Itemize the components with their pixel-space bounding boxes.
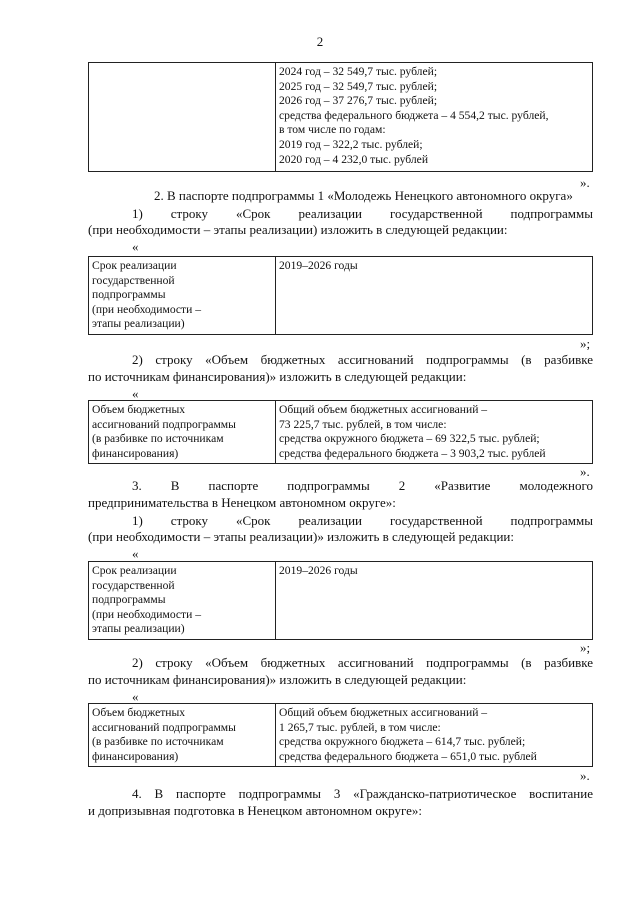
table-line: средства федерального бюджета – 4 554,2 тыс. рублей, [279,108,549,122]
closing-quote: »; [580,336,591,351]
table-line: средства окружного бюджета – 614,7 тыс. рублей; [279,735,526,749]
paragraph-3-heading: 3. В паспорте подпрограммы 2 «Развитие молодежного [132,478,593,493]
paragraph-2-item-2: 2) строку «Объем бюджетных ассигнований подпрограммы (в разбивке [132,352,593,367]
table-line: финансирования) [92,749,179,763]
table-left-cell [89,562,276,640]
opening-quote: « [132,239,139,254]
table-left-cell [89,257,276,335]
paragraph-4-heading-cont: и допризывная подготовка в Ненецком автономном округе»: [88,803,423,818]
table-left-cell [89,63,276,172]
table-budget-2 [88,703,593,767]
table-line: 2026 год – 37 276,7 тыс. рублей; [279,94,438,108]
table-left-cell [89,401,276,464]
table-line: государственной [92,273,175,287]
closing-quote: »; [580,640,591,655]
opening-quote: « [132,546,139,561]
opening-quote: « [132,386,139,401]
table-line: 73 225,7 тыс. рублей, в том числе: [279,417,447,431]
closing-quote: ». [580,464,590,479]
table-line: Срок реализации [92,564,177,577]
paragraph-2-heading: 2. В паспорте подпрограммы 1 «Молодежь Ненецкого автономного округа» [154,188,573,203]
table-line: (в разбивке по источникам [92,432,224,446]
paragraph-3-item-2: 2) строку «Объем бюджетных ассигнований подпрограммы (в разбивке [132,655,593,670]
table-line: подпрограммы [92,593,166,607]
table-line: 2019 год – 322,2 тыс. рублей; [279,137,423,151]
table-line: 2025 год – 32 549,7 тыс. рублей; [279,79,438,93]
table-line: Срок реализации [92,259,177,272]
paragraph-2-item-2-cont: по источникам финансирования)» изложить в следующей редакции: [88,369,467,384]
table-line: этапы реализации) [92,622,185,636]
table-line: (в разбивке по источникам [92,735,224,749]
table-right-cell [276,562,593,640]
table-line: финансирования) [92,446,179,460]
table-line: (при необходимости – [92,302,202,316]
table-line: Объем бюджетных [92,403,186,416]
table-line: Объем бюджетных [92,706,186,719]
table-term-2 [88,561,593,640]
table-line: (при необходимости – [92,607,202,621]
paragraph-3-heading-cont: предпринимательства в Ненецком автономном округе»: [88,495,396,510]
paragraph-3-item-1-cont: (при необходимости – этапы реализации)» изложить в следующей редакции: [88,529,514,544]
table-line: средства окружного бюджета – 69 322,5 тыс. рублей; [279,432,540,446]
table-right-cell [276,401,593,464]
table-line: ассигнований подпрограммы [92,417,236,431]
paragraph-3-item-2-cont: по источникам финансирования)» изложить в следующей редакции: [88,672,467,687]
paragraph-4-heading: 4. В паспорте подпрограммы 3 «Гражданско-патриотическое воспитание [132,786,593,801]
closing-quote: ». [580,175,590,190]
paragraph-3-item-1: 1) строку «Срок реализации государственной подпрограммы [132,513,593,528]
table-line: средства федерального бюджета – 651,0 тыс. рублей [279,749,537,763]
paragraph-2-item-1-cont: (при необходимости – этапы реализации) изложить в следующей редакции: [88,222,508,237]
table-line: Общий объем бюджетных ассигнований – [279,403,488,416]
table-right-cell [276,704,593,767]
table-line: ассигнований подпрограммы [92,720,236,734]
table-line: государственной [92,578,175,592]
table-line: Общий объем бюджетных ассигнований – [279,706,488,719]
table-line: средства федерального бюджета – 3 903,2 тыс. рублей [279,446,546,460]
table-left-cell [89,704,276,767]
table-line: подпрограммы [92,288,166,302]
paragraph-2-item-1: 1) строку «Срок реализации государственной подпрограммы [132,206,593,221]
table-term-1 [88,256,593,335]
closing-quote: ». [580,768,590,783]
table-line: 2019–2026 годы [279,259,358,272]
table-line: 2020 год – 4 232,0 тыс. рублей [279,152,429,166]
table-line: 2024 год – 32 549,7 тыс. рублей; [279,65,438,78]
table-line: этапы реализации) [92,317,185,331]
table-line: 2019–2026 годы [279,564,358,577]
table-line: в том числе по годам: [279,123,386,137]
table-continuation [88,62,593,172]
opening-quote: « [132,689,139,704]
table-right-cell [276,257,593,335]
table-budget-1 [88,400,593,464]
page-number: 2 [316,34,324,49]
table-line: 1 265,7 тыс. рублей, в том числе: [279,720,441,734]
table-right-cell [276,63,593,172]
